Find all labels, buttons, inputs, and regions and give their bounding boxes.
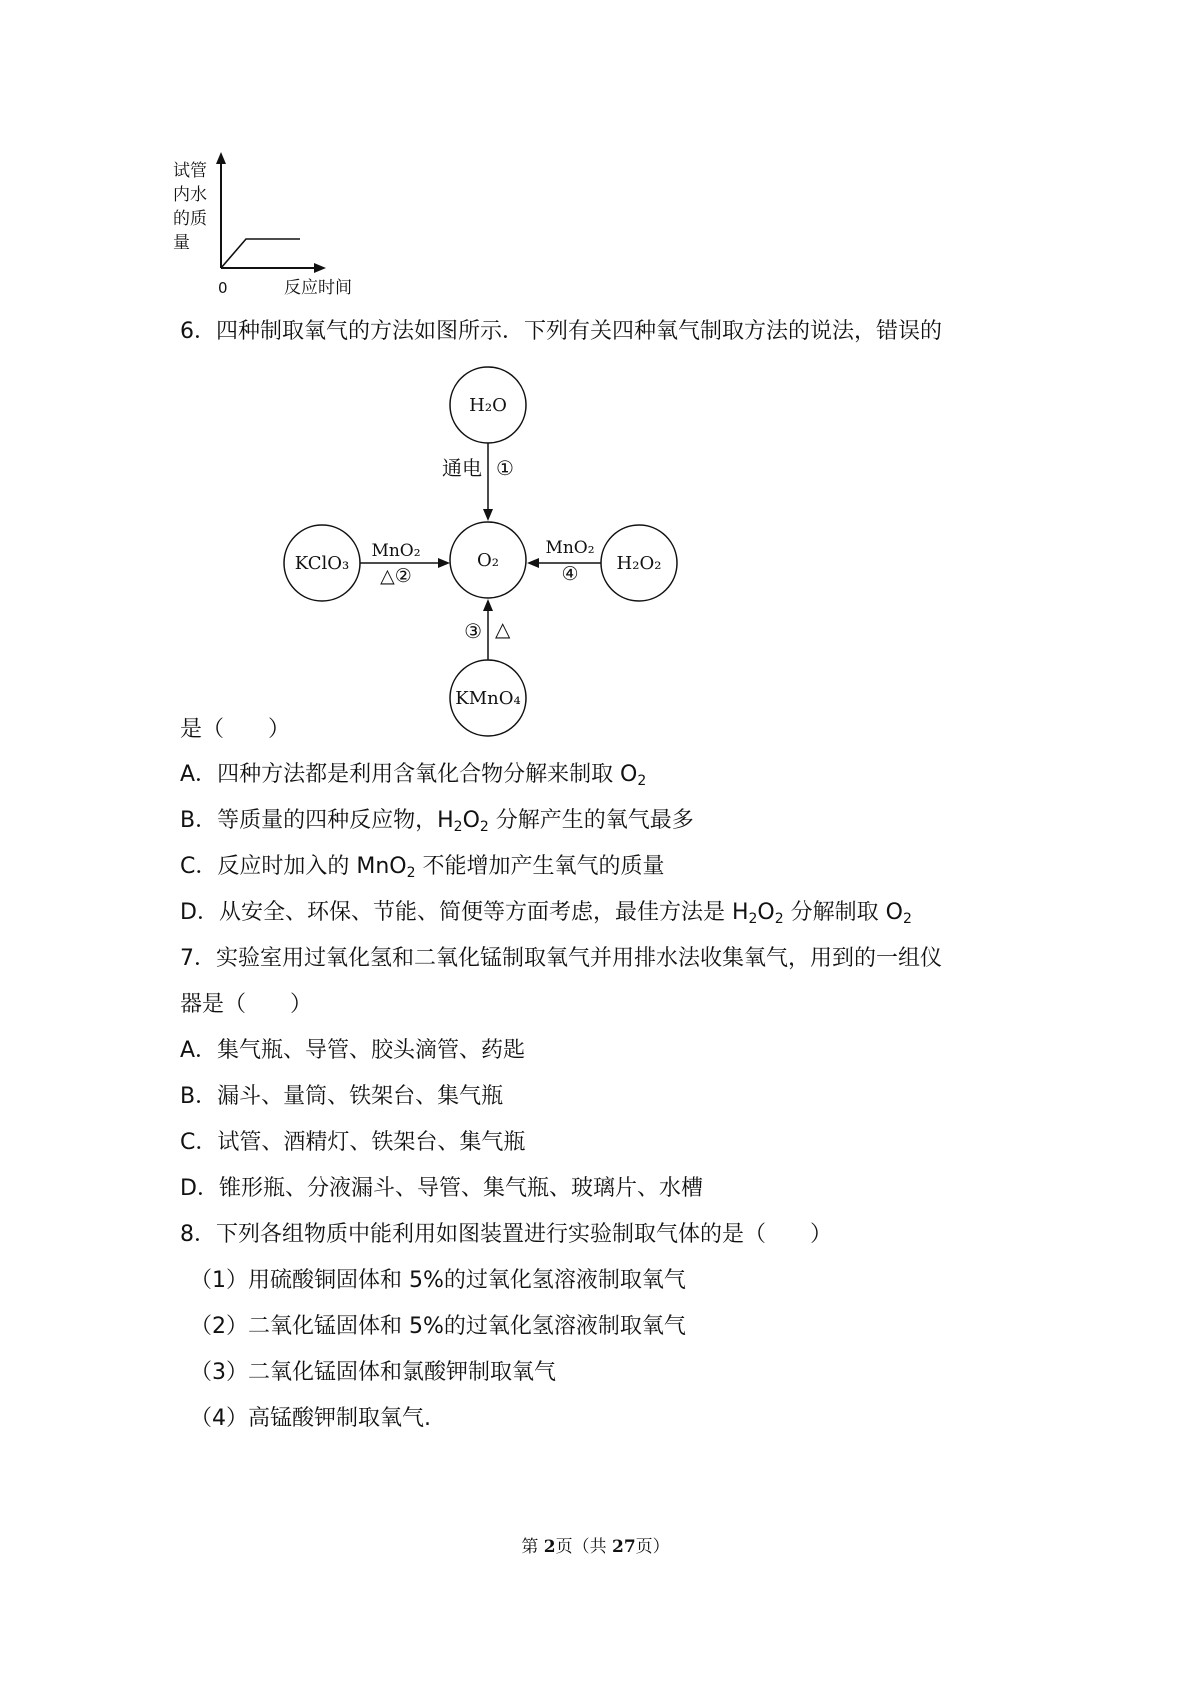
subscript: 2	[406, 865, 416, 881]
top-condition: 通电	[442, 456, 482, 480]
q6-option-b	[180, 806, 694, 836]
graph-ylabel-line-2: 内水	[173, 185, 207, 205]
option-label: A．	[180, 762, 218, 787]
q7-option-d: D．锥形瓶、分液漏斗、导管、集气瓶、玻璃片、水槽	[180, 1176, 703, 1201]
q6-stem: 6．四种制取氧气的方法如图所示．下列有关四种氧气制取方法的说法，错误的	[180, 319, 942, 344]
footer-prefix: 第	[521, 1537, 544, 1557]
node-top-label: H₂O	[469, 395, 507, 416]
water-mass-graph	[170, 150, 370, 310]
q8-item-4: （4）高锰酸钾制取氧气.	[190, 1406, 431, 1431]
left-catalyst: MnO₂	[371, 541, 421, 561]
node-center-label: O₂	[477, 550, 499, 571]
graph-ylabel-line-4: 量	[173, 233, 190, 253]
graph-y-arrow	[216, 152, 226, 164]
node-bottom-label: KMnO₄	[455, 688, 521, 709]
subscript: 2	[774, 911, 784, 927]
option-label: D．	[180, 900, 219, 925]
bottom-number: ③	[464, 619, 482, 643]
q8-item-3: （3）二氧化锰固体和氯酸钾制取氧气	[190, 1360, 556, 1385]
q8-stem: 8．下列各组物质中能利用如图装置进行实验制取气体的是（ ）	[180, 1222, 832, 1247]
subscript: 2	[748, 911, 758, 927]
arrowhead-right	[527, 558, 539, 568]
subscript: 2	[902, 911, 912, 927]
option-text: 等质量的四种反应物，H	[217, 808, 454, 833]
footer-page-number: 2	[543, 1537, 556, 1557]
graph-xlabel: 反应时间	[284, 278, 352, 298]
q7-stem-end: 器是（ ）	[180, 992, 313, 1017]
node-left-label: KClO₃	[294, 553, 350, 574]
arrowhead-top	[483, 509, 493, 521]
footer-suffix: 页）	[635, 1537, 670, 1557]
option-label: B．	[180, 808, 218, 833]
subscript: 2	[637, 773, 647, 789]
top-number: ①	[496, 456, 514, 480]
q6-option-c	[180, 852, 665, 882]
q8-item-1: （1）用硫酸铜固体和 5%的过氧化氢溶液制取氧气	[190, 1268, 686, 1293]
option-label: C．	[180, 854, 218, 879]
graph-ylabel-line-3: 的质	[173, 209, 207, 229]
option-text-tail: 分解制取 O	[783, 900, 903, 925]
graph-ylabel-line-1: 试管	[173, 161, 207, 181]
q6-option-d	[180, 898, 912, 928]
right-catalyst: MnO₂	[545, 538, 595, 558]
graph-curve	[221, 239, 300, 268]
q6-option-a	[180, 760, 646, 790]
graph-x-arrow	[314, 263, 326, 273]
oxygen-methods-diagram	[270, 360, 710, 750]
option-text-mid: O	[757, 900, 775, 925]
page-footer	[0, 1532, 1191, 1557]
q7-option-a: A．集气瓶、导管、胶头滴管、药匙	[180, 1038, 526, 1063]
right-number: ④	[561, 563, 579, 585]
option-text: 四种方法都是利用含氧化合物分解来制取 O	[217, 762, 638, 787]
q7-stem: 7．实验室用过氧化氢和二氧化锰制取氧气并用排水法收集氧气，用到的一组仪	[180, 946, 942, 971]
option-text-tail: 不能增加产生氧气的质量	[415, 854, 665, 879]
subscript: 2	[479, 819, 489, 835]
option-text-tail: 分解产生的氧气最多	[488, 808, 694, 833]
graph-origin: 0	[218, 279, 228, 297]
bottom-condition: △	[495, 617, 511, 641]
footer-middle: 页（共	[555, 1537, 612, 1557]
left-condition: △②	[380, 565, 412, 587]
option-text: 从安全、环保、节能、简便等方面考虑，最佳方法是 H	[218, 900, 749, 925]
q8-item-2: （2）二氧化锰固体和 5%的过氧化氢溶液制取氧气	[190, 1314, 686, 1339]
node-right-label: H₂O₂	[616, 553, 662, 574]
q6-stem-end: 是（ ）	[180, 717, 291, 742]
footer-total-pages: 27	[611, 1537, 636, 1557]
option-text: 反应时加入的 MnO	[217, 854, 407, 879]
option-text-mid: O	[462, 808, 480, 833]
q7-option-b: B．漏斗、量筒、铁架台、集气瓶	[180, 1084, 504, 1109]
arrowhead-bottom	[483, 599, 493, 611]
subscript: 2	[453, 819, 463, 835]
arrowhead-left	[438, 558, 450, 568]
q7-option-c: C．试管、酒精灯、铁架台、集气瓶	[180, 1130, 526, 1155]
